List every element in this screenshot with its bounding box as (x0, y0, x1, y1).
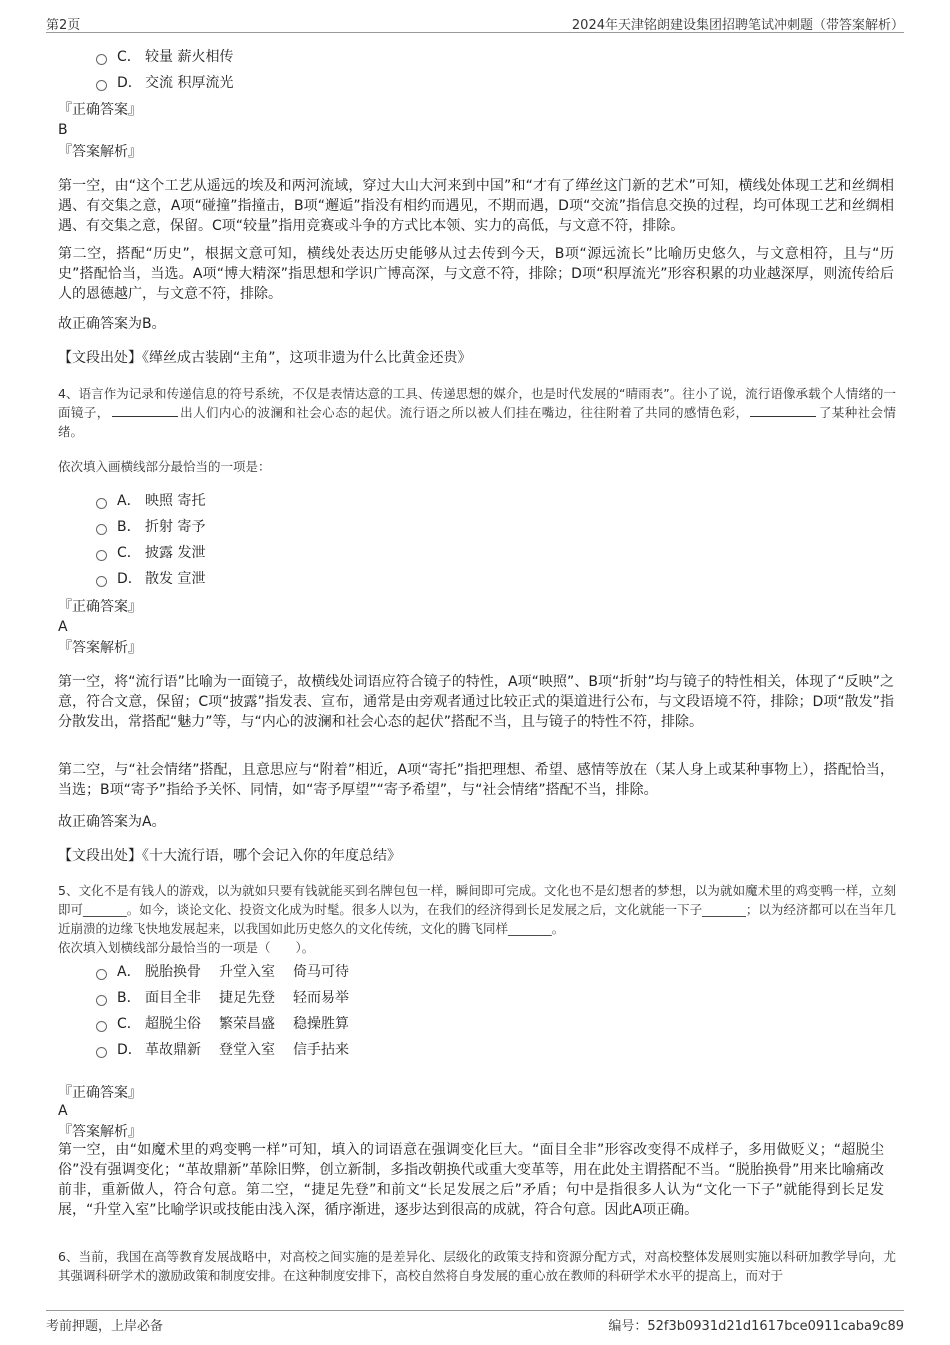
radio-icon[interactable] (96, 1047, 107, 1058)
q4-answer: A (58, 619, 68, 635)
q4-analysis-label: 『答案解析』 (58, 640, 142, 656)
q5-option-a[interactable]: A． 脱胎换骨 升堂入室 倚马可待 (96, 961, 349, 983)
radio-icon[interactable] (96, 1021, 107, 1032)
q5-analysis-label: 『答案解析』 (58, 1124, 142, 1140)
document-code: 编号：52f3b0931d21d1617bce0911caba9c89 (608, 1319, 904, 1334)
q4-analysis-p2: 第二空，与“社会情绪”搭配，且意思应与“附着”相近，A项“寄托”指把理想、希望、感情等放在（某人身上或某种事物上），搭配恰当，当选；B项“寄予”指给予关怀、同情，如“寄予厚望”“寄予希望”，与“社会情绪”搭配不当，排除。 (58, 762, 894, 798)
q3-analysis-p1: 第一空，由“这个工艺从遥远的埃及和两河流域，穿过大山大河来到中国”和“才有了缂丝这门新的艺术”可知，横线处体现工艺和丝绸相遇、有交集之意，A项“碰撞”指撞击，B项“邂逅”指没有相约而遇见，不期而遇，D项“交流”指信息交换的过程，均可体现工艺和丝绸相遇、有交集之意，保留。C项“较量”指用竞赛或斗争的方式比本领、实力的高低，与文意不符，排除。 (58, 178, 894, 234)
blank-line (750, 404, 816, 417)
page-number: 第2页 (46, 18, 81, 33)
q5-answer-label: 『正确答案』 (58, 1085, 142, 1101)
q3-analysis-p3: 故正确答案为B。 (58, 316, 166, 332)
q3-source: 【文段出处】《缂丝成古装剧“主角”，这项非遗为什么比黄金还贵》 (58, 350, 472, 366)
q3-analysis-label: 『答案解析』 (58, 144, 142, 160)
radio-icon[interactable] (96, 80, 107, 91)
q5-option-c[interactable]: C． 超脱尘俗 繁荣昌盛 稳操胜算 (96, 1013, 349, 1035)
q4-source: 【文段出处】《十大流行语，哪个会记入你的年度总结》 (58, 848, 401, 864)
q5-option-b[interactable]: B． 面目全非 捷足先登 轻而易举 (96, 987, 349, 1009)
q3-option-d[interactable]: D． 交流 积厚流光 (96, 72, 233, 94)
q4-prompt: 依次填入画横线部分最恰当的一项是： (58, 459, 271, 474)
q3-answer-label: 『正确答案』 (58, 102, 142, 118)
page-footer (46, 1310, 904, 1333)
q5-prompt: 依次填入划横线部分最恰当的一项是（ ）。 (58, 940, 315, 955)
document-title: 2024年天津铭朗建设集团招聘笔试冲刺题（带答案解析） (571, 18, 904, 33)
q4-analysis-p3: 故正确答案为A。 (58, 814, 166, 830)
radio-icon[interactable] (96, 995, 107, 1006)
footer-slogan: 考前押题，上岸必备 (46, 1319, 164, 1334)
radio-icon[interactable] (96, 969, 107, 980)
radio-icon[interactable] (96, 54, 107, 65)
radio-icon[interactable] (96, 576, 107, 587)
q4-option-d[interactable]: D． 散发 宣泄 (96, 568, 205, 590)
q3-option-c[interactable]: C． 较量 薪火相传 (96, 46, 233, 68)
q5-option-d[interactable]: D． 革故鼎新 登堂入室 信手拈来 (96, 1039, 349, 1061)
q3-answer: B (58, 122, 68, 138)
q4-stem: 4、语言作为记录和传递信息的符号系统，不仅是表情达意的工具、传递思想的媒介，也是时代发展的“晴雨表”。往小了说，流行语像承载个人情绪的一面镜子， 出人们内心的波澜和社会心态的起伏。流行语之所以被人们挂在嘴边，往往附着了共同的感情色彩， 了某种社会情绪。 (58, 386, 896, 439)
radio-icon[interactable] (96, 550, 107, 561)
q5-answer: A (58, 1103, 68, 1119)
blank-line (112, 404, 178, 417)
q4-option-c[interactable]: C． 披露 发泄 (96, 542, 205, 564)
q4-analysis-p1: 第一空，将“流行语”比喻为一面镜子，故横线处词语应符合镜子的特性，A项“映照”、B项“折射”均与镜子的特性相关，体现了“反映”之意，符合文意，保留；C项“披露”指发表、宣布，通常是由旁观者通过比较正式的渠道进行公布，与文段语境不符，排除；D项“散发”指分散发出，常搭配“魅力”等，与“内心的波澜和社会心态的起伏”搭配不当，且与镜子的特性不符，排除。 (58, 674, 894, 730)
q6-stem: 6、当前，我国在高等教育发展战略中，对高校之间实施的是差异化、层级化的政策支持和资源分配方式，对高校整体发展则实施以科研加教学导向，尤其强调科研学术的激励政策和制度安排。在这种制度安排下，高校自然将自身发展的重心放在教师的科研学术水平的提高上，而对于 (58, 1249, 896, 1283)
q5-stem: 5、文化不是有钱人的游戏，以为就如只要有钱就能买到名牌包包一样，瞬间即可完成。文化也不是幻想者的梦想，以为就如魔术里的鸡变鸭一样，立刻即可_______。如今，谈论文化、投资文化成为时髦。很多人以为，在我们的经济得到长足发展之后，文化就能一下子_______；以为经济都可以在当年几近崩溃的边缘飞快地发展起来，以我国如此历史悠久的文化传统，文化的腾飞同样_______。 (58, 883, 896, 936)
q5-analysis: 第一空，由“如魔术里的鸡变鸭一样”可知，填入的词语意在强调变化巨大。“面目全非”形容改变得不成样子，多用做贬义；“超脱尘俗”没有强调变化；“革故鼎新”革除旧弊，创立新制，多指改朝换代或重大变革等，用在此处主谓搭配不当。“脱胎换骨”用来比喻痛改前非，重新做人，符合句意。第二空，“捷足先登”和前文“长足发展之后”矛盾；句中是指很多人认为“文化一下子”就能得到长足发展，“升堂入室”比喻学识或技能由浅入深，循序渐进，逐步达到很高的成就，符合句意。因此A项正确。 (58, 1142, 884, 1218)
q4-option-b[interactable]: B． 折射 寄予 (96, 516, 205, 538)
q4-option-a[interactable]: A． 映照 寄托 (96, 490, 205, 512)
radio-icon[interactable] (96, 524, 107, 535)
q3-analysis-p2: 第二空，搭配“历史”，根据文意可知，横线处表达历史能够从过去传到今天，B项“源远流长”比喻历史悠久，与文意相符，且与“历史”搭配恰当，当选。A项“博大精深”指思想和学识广博高深，与文意不符，排除；D项“积厚流光”形容积累的功业越深厚，则流传给后人的恩德越广，与文意不符，排除。 (58, 246, 894, 302)
page-header (46, 12, 904, 33)
radio-icon[interactable] (96, 498, 107, 509)
q4-answer-label: 『正确答案』 (58, 599, 142, 615)
